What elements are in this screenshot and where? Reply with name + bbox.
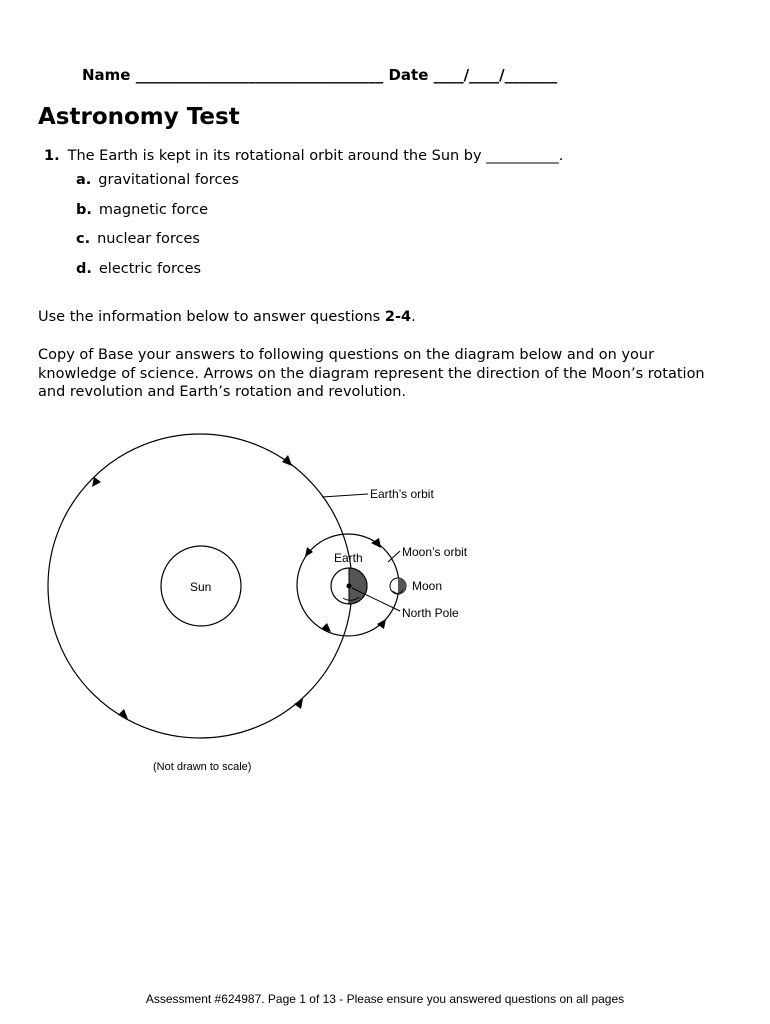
earth-orbit-arrow-bottom-right: [294, 699, 303, 709]
instruction-suffix: .: [411, 309, 416, 325]
north-pole-label: North Pole: [402, 606, 459, 620]
date-blank[interactable]: ____/____/_______: [433, 66, 558, 84]
choice-text: electric forces: [98, 260, 202, 277]
question-number: 1.: [44, 148, 60, 164]
choice-text: nuclear forces: [97, 231, 200, 247]
north-pole-dot: [347, 584, 352, 589]
page-title: Astronomy Test: [38, 104, 240, 130]
earth-orbit-label: Earth’s orbit: [370, 487, 434, 501]
choice-letter: d.: [76, 260, 92, 277]
choice-letter: a.: [76, 172, 92, 188]
instruction-prefix: Use the information below to answer questions: [38, 309, 385, 325]
choice-text: magnetic force: [98, 201, 209, 218]
question-range: 2-4: [384, 309, 412, 325]
sun-label: Sun: [190, 580, 212, 594]
earth-night-side: [349, 568, 367, 604]
name-label: Name: [82, 66, 131, 84]
name-blank[interactable]: _________________________________: [135, 66, 384, 84]
earth-orbit-leader: [322, 494, 368, 497]
moon-orbit-arrow-bottom-right: [377, 619, 386, 629]
scale-note: (Not drawn to scale): [153, 761, 252, 773]
earth-orbit-arrow-top: [282, 455, 292, 466]
choice-letter: c.: [76, 231, 91, 247]
choice-text: gravitational forces: [98, 172, 239, 188]
moon-orbit-label: Moon’s orbit: [402, 545, 468, 559]
choice-letter: b.: [76, 201, 92, 218]
moon-orbit-arrow-top: [371, 538, 381, 548]
question-text: The Earth is kept in its rotational orbit around the Sun by __________.: [67, 148, 564, 164]
passage: Copy of Base your answers to following questions on the diagram below and on your knowledge of science. Arrows on the diagram represent the direction of the Moon’s rotation and revolution and Earth’s rotation and revolution.: [38, 347, 705, 400]
date-label: Date: [388, 66, 429, 84]
moon-label: Moon: [412, 579, 443, 593]
earth-label: Earth: [334, 551, 363, 565]
page-footer: Assessment #624987. Page 1 of 13 - Please ensure you answered questions on all pages: [145, 992, 625, 1006]
